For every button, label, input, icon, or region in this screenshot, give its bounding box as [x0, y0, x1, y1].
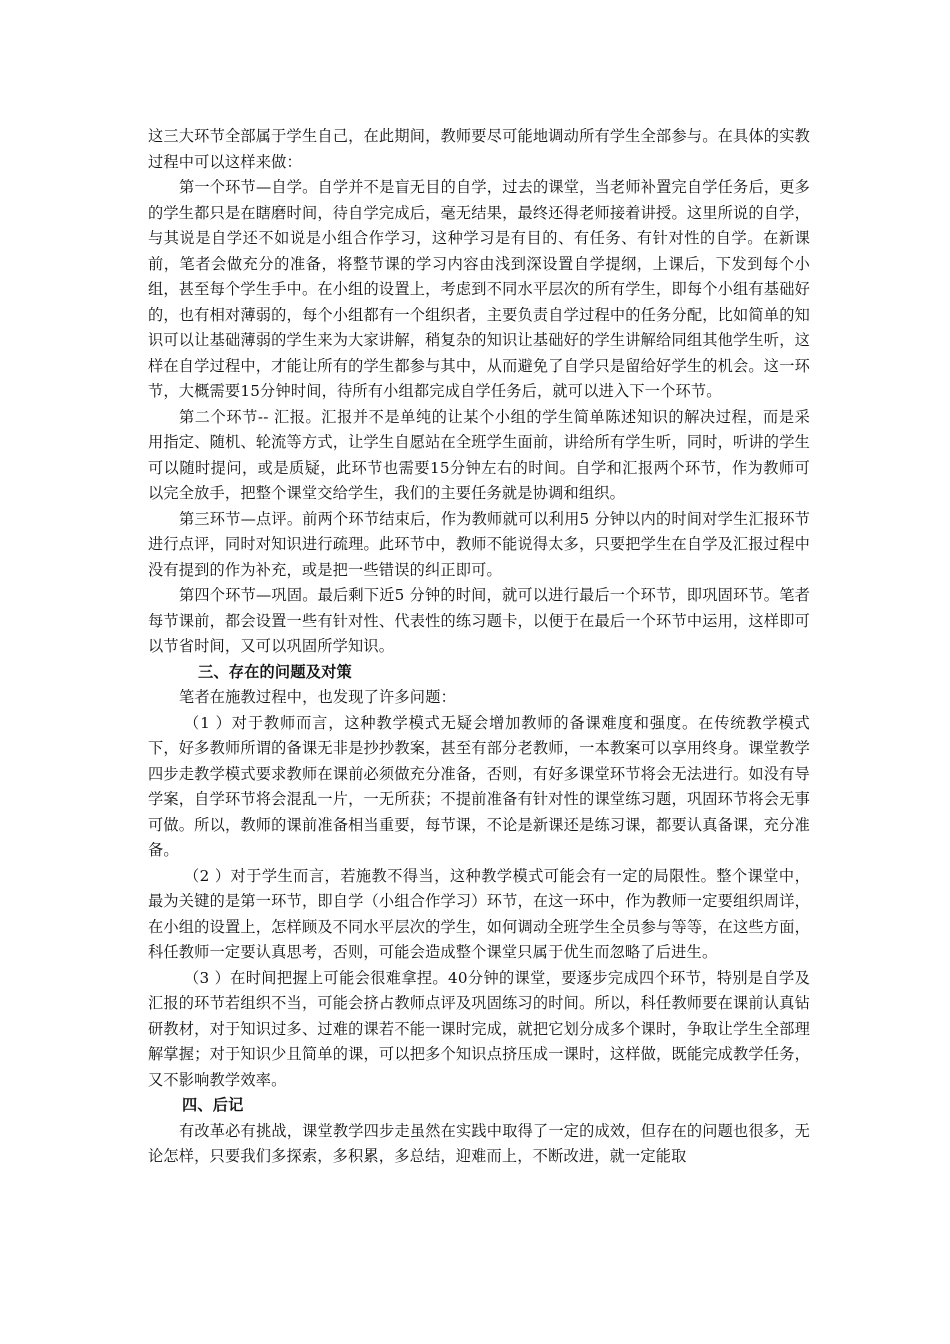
issue-two-paragraph: （2 ）对于学生而言，若施教不得当，这种教学模式可能会有一定的局限性。整个课堂中，最为关键的是第一环节，即自学（小组合作学习）环节，在这一环中，作为教师一定要组织周详，在小组的设置上，怎样顾及不同水平层次的学生，如何调动全班学生全员参与等等，在这些方面，科任教师一定要认真思考，否则，可能会造成整个课堂只属于优生而忽略了后进生。	[148, 866, 810, 961]
issue-three-paragraph: （3 ）在时间把握上可能会很难拿捏。40分钟的课堂，要逐步完成四个环节，特别是自学及汇报的环节若组织不当，可能会挤占教师点评及巩固练习的时间。所以，科任教师要在课前认真钻研教材，对于知识过多、过难的课若不能一课时完成，就把它划分成多个课时，争取让学生全部理解掌握；对于知识少且简单的课，可以把多个知识点挤压成一课时，这样做，既能完成教学任务，又不影响教学效率。	[148, 968, 810, 1089]
step-three-paragraph: 第三环节—点评。前两个环节结束后，作为教师就可以利用5 分钟以内的时间对学生汇报环节进行点评，同时对知识进行疏理。此环节中，教师不能说得太多，只要把学生在自学及汇报过程中没有提到的作为补充，或是把一些错误的纠正即可。	[148, 509, 810, 579]
issue-one-paragraph: （1 ）对于教师而言，这种教学模式无疑会增加教师的备课难度和强度。在传统教学模式下，好多教师所谓的备课无非是抄抄教案，甚至有部分老教师，一本教案可以享用终身。课堂教学四步走教学模式要求教师在课前必须做充分准备，否则，有好多课堂环节将会无法进行。如没有导学案，自学环节将会混乱一片，一无所获；不提前准备有针对性的课堂练习题，巩固环节将会无事可做。所以，教师的课前准备相当重要，每节课，不论是新课还是练习课，都要认真备课，充分准备。	[148, 713, 810, 859]
section-three-heading: 三、存在的问题及对策	[198, 662, 352, 681]
step-one-paragraph: 第一个环节—自学。自学并不是盲无目的自学，过去的课堂，当老师补置完自学任务后，更多的学生都只是在瞎磨时间，待自学完成后，毫无结果，最终还得老师接着讲授。这里所说的自学，与其说是自学还不如说是小组合作学习，这种学习是有目的、有任务、有针对性的自学。在新课前，笔者会做充分的准备，将整节课的学习内容由浅到深设置自学提纲，上课后，下发到每个小组，甚至每个学生手中。在小组的设置上，考虑到不同水平层次的所有学生，即每个小组有基础好的，也有相对薄弱的，每个小组都有一个组织者，主要负责自学过程中的任务分配，比如简单的知识可以让基础薄弱的学生来为大家讲解，稍复杂的知识让基础好的学生讲解给同组其他学生听，这样在自学过程中，才能让所有的学生都参与其中，从而避免了自学只是留给好学生的机会。这一环节，大概需要15分钟时间，待所有小组都完成自学任务后，就可以进入下一个环节。	[148, 178, 810, 400]
document-page	[148, 124, 810, 1170]
step-two-paragraph: 第二个环节-- 汇报。汇报并不是单纯的让某个小组的学生简单陈述知识的解决过程，而是采用指定、随机、轮流等方式，让学生自愿站在全班学生面前，讲给所有学生听，同时，听讲的学生可以随时提问，或是质疑，此环节也需要15分钟左右的时间。自学和汇报两个环节，作为教师可以完全放手，把整个课堂交给学生，我们的主要任务就是协调和组织。	[148, 407, 810, 502]
intro-paragraph: 这三大环节全部属于学生自己，在此期间，教师要尽可能地调动所有学生全部参与。在具体的实教过程中可以这样来做：	[148, 127, 810, 171]
closing-paragraph: 有改革必有挑战，课堂教学四步走虽然在实践中取得了一定的成效，但存在的问题也很多，无论怎样，只要我们多探索，多积累，多总结，迎难而上，不断改进，就一定能取	[148, 1121, 810, 1165]
step-four-paragraph: 第四个环节—巩固。最后剩下近5 分钟的时间，就可以进行最后一个环节，即巩固环节。笔者每节课前，都会设置一些有针对性、代表性的练习题卡，以便于在最后一个环节中运用，这样即可以节省时间，又可以巩固所学知识。	[148, 586, 810, 655]
section-four-heading: 四、后记	[182, 1096, 244, 1114]
section-three-intro: 笔者在施教过程中，也发现了许多问题：	[179, 688, 456, 706]
